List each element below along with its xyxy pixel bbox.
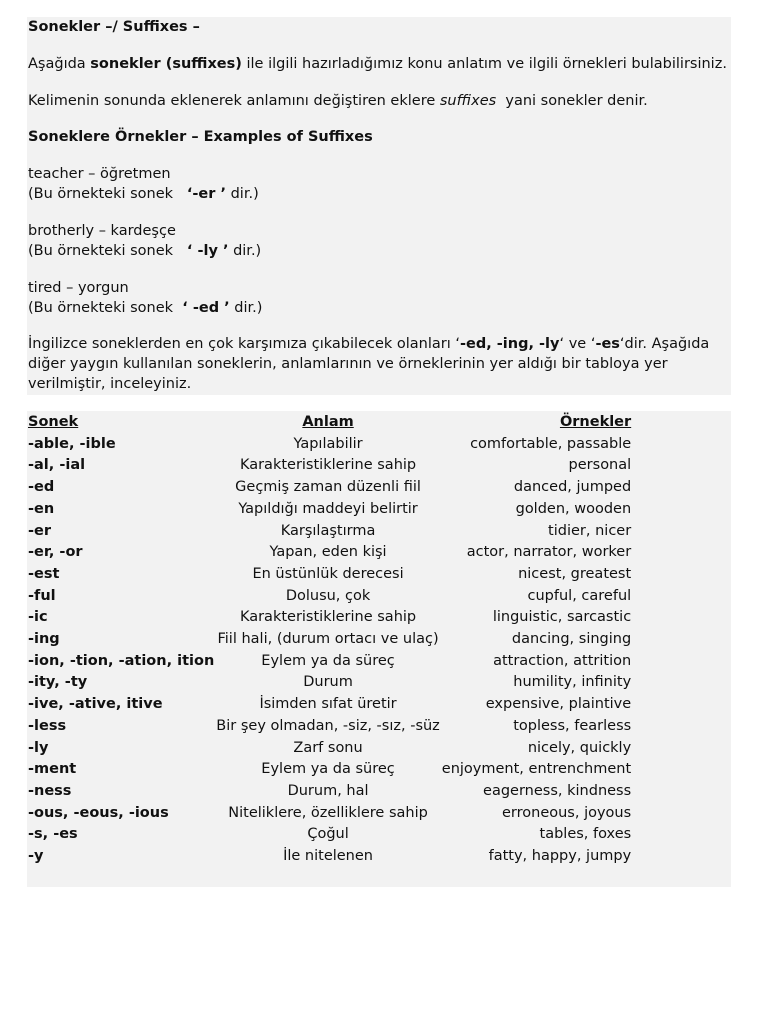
table-row xyxy=(27,716,632,738)
cell-ornekler: humility, infinity xyxy=(513,674,632,691)
cell-ornekler: eagerness, kindness xyxy=(483,782,632,799)
table-header-row xyxy=(27,412,632,434)
cell-sonek: -ic xyxy=(28,609,48,626)
cell-ornekler: tidier, nicer xyxy=(548,522,632,539)
cell-sonek: -er, -or xyxy=(28,544,83,561)
cell-sonek: -al, -ial xyxy=(28,457,86,474)
cell-sonek: -ness xyxy=(28,782,72,799)
cell-anlam: Karakteristiklerine sahip xyxy=(239,457,417,474)
table-row xyxy=(27,542,632,564)
cell-sonek: -able, -ible xyxy=(28,435,116,452)
definition-italic-term: suffixes xyxy=(439,93,497,109)
table-row xyxy=(27,846,632,868)
cell-anlam: Yapan, eden kişi xyxy=(269,544,387,561)
cell-anlam: Karşılaştırma xyxy=(280,522,376,539)
table-row xyxy=(27,434,632,456)
cell-anlam: Bir şey olmadan, -siz, -sız, -süz xyxy=(216,717,440,734)
cell-anlam: Yapıldığı maddeyi belirtir xyxy=(238,500,418,517)
table-row xyxy=(27,738,632,760)
example-note: (Bu örnekteki sonek ‘ -ed ’ dir.) xyxy=(28,300,263,316)
cell-sonek: -en xyxy=(28,500,55,517)
cell-ornekler: tables, foxes xyxy=(539,826,632,843)
table-row xyxy=(27,781,632,803)
intro-paragraph: Aşağıda sonekler (suffixes) ile ilgili hazırladığımız konu anlatım ve ilgili örnekleri bulabilirsiniz. xyxy=(28,56,727,72)
example-word: teacher – öğretmen xyxy=(28,166,171,182)
cell-sonek: -ion, -tion, -ation, ition xyxy=(28,652,215,669)
cell-ornekler: danced, jumped xyxy=(513,479,632,496)
cell-ornekler: golden, wooden xyxy=(515,500,632,517)
cell-anlam: Çoğul xyxy=(307,826,349,843)
cell-ornekler: cupful, careful xyxy=(527,587,632,604)
intro-bold-term: sonekler (suffixes) xyxy=(90,56,242,72)
table-row xyxy=(27,629,632,651)
example-note: (Bu örnekteki sonek ‘ -ly ’ dir.) xyxy=(28,243,262,259)
table-row xyxy=(27,455,632,477)
cell-sonek: -y xyxy=(28,848,44,865)
table-row xyxy=(27,521,632,543)
definition-paragraph: Kelimenin sonunda eklenerek anlamını değiştiren eklere suffixes yani sonekler denir. xyxy=(28,93,648,109)
cell-ornekler: actor, narrator, worker xyxy=(466,544,632,561)
cell-ornekler: dancing, singing xyxy=(511,631,632,648)
example-suffix: ‘ -ly ’ xyxy=(186,243,229,259)
example-word: tired – yorgun xyxy=(28,280,129,296)
table-row xyxy=(27,586,632,608)
cell-sonek: -ive, -ative, itive xyxy=(28,696,163,713)
cell-sonek: -er xyxy=(28,522,52,539)
table-row xyxy=(27,694,632,716)
cell-anlam: Eylem ya da süreç xyxy=(261,761,395,778)
example-note: (Bu örnekteki sonek ‘-er ’ dir.) xyxy=(28,186,259,202)
cell-sonek: -ly xyxy=(28,739,49,756)
cell-anlam: İle nitelenen xyxy=(283,848,373,865)
cell-ornekler: nicest, greatest xyxy=(518,565,632,582)
cell-sonek: -ity, -ty xyxy=(28,674,88,691)
cell-anlam: Yapılabilir xyxy=(293,435,363,452)
examples-heading: Soneklere Örnekler – Examples of Suffixes xyxy=(28,129,373,145)
cell-ornekler: enjoyment, entrenchment xyxy=(441,761,632,778)
table-row xyxy=(27,564,632,586)
cell-anlam: İsimden sıfat üretir xyxy=(259,696,397,713)
cell-anlam: Geçmiş zaman düzenli fiil xyxy=(235,479,421,496)
cell-ornekler: expensive, plaintive xyxy=(485,696,632,713)
column-header-ornekler: Örnekler xyxy=(559,414,632,430)
cell-anlam: Karakteristiklerine sahip xyxy=(239,609,417,626)
cell-sonek: -ing xyxy=(28,631,60,648)
table-body xyxy=(27,434,632,868)
cell-sonek: -ful xyxy=(28,587,56,604)
column-header-anlam: Anlam xyxy=(302,414,354,430)
cell-sonek: -less xyxy=(28,717,67,734)
cell-anlam: Niteliklere, özelliklere sahip xyxy=(228,804,428,821)
cell-anlam: Eylem ya da süreç xyxy=(261,652,395,669)
cell-anlam: Dolusu, çok xyxy=(285,587,371,604)
cell-ornekler: attraction, attrition xyxy=(493,652,632,669)
summary-paragraph: İngilizce soneklerden en çok karşımıza çıkabilecek olanları ‘-ed, -ing, -ly‘ ve ‘-es‘dir. Aşağıda diğer yaygın kullanılan soneklerin, anlamlarının ve örneklerinin yer aldığı bir tabloya yer verilmiştir, inceleyiniz. xyxy=(28,336,710,392)
cell-sonek: -s, -es xyxy=(28,826,78,843)
cell-anlam: Zarf sonu xyxy=(293,739,363,756)
column-header-sonek: Sonek xyxy=(28,414,79,430)
table-row xyxy=(27,477,632,499)
cell-anlam: Fiil hali, (durum ortacı ve ulaç) xyxy=(217,631,439,648)
cell-anlam: En üstünlük derecesi xyxy=(252,565,404,582)
cell-ornekler: erroneous, joyous xyxy=(501,804,632,821)
page-title: Sonekler –/ Suffixes – xyxy=(28,19,200,35)
suffix-table xyxy=(27,412,632,868)
table-row xyxy=(27,803,632,825)
cell-ornekler: nicely, quickly xyxy=(527,739,632,756)
cell-ornekler: personal xyxy=(568,457,632,474)
example-suffix: ‘ -ed ’ xyxy=(182,300,230,316)
table-row xyxy=(27,651,632,673)
cell-anlam: Durum xyxy=(303,674,353,691)
cell-sonek: -ed xyxy=(28,479,55,496)
table-row xyxy=(27,824,632,846)
table-row xyxy=(27,672,632,694)
table-row xyxy=(27,759,632,781)
cell-ornekler: linguistic, sarcastic xyxy=(492,609,632,626)
cell-ornekler: comfortable, passable xyxy=(470,435,632,452)
table-row xyxy=(27,607,632,629)
cell-sonek: -est xyxy=(28,565,60,582)
cell-ornekler: topless, fearless xyxy=(513,717,632,734)
table-row xyxy=(27,499,632,521)
cell-sonek: -ment xyxy=(28,761,77,778)
example-word: brotherly – kardeşçe xyxy=(28,223,176,239)
cell-anlam: Durum, hal xyxy=(287,782,369,799)
cell-ornekler: fatty, happy, jumpy xyxy=(488,848,632,865)
example-suffix: ‘-er ’ xyxy=(186,186,226,202)
cell-sonek: -ous, -eous, -ious xyxy=(28,804,169,821)
